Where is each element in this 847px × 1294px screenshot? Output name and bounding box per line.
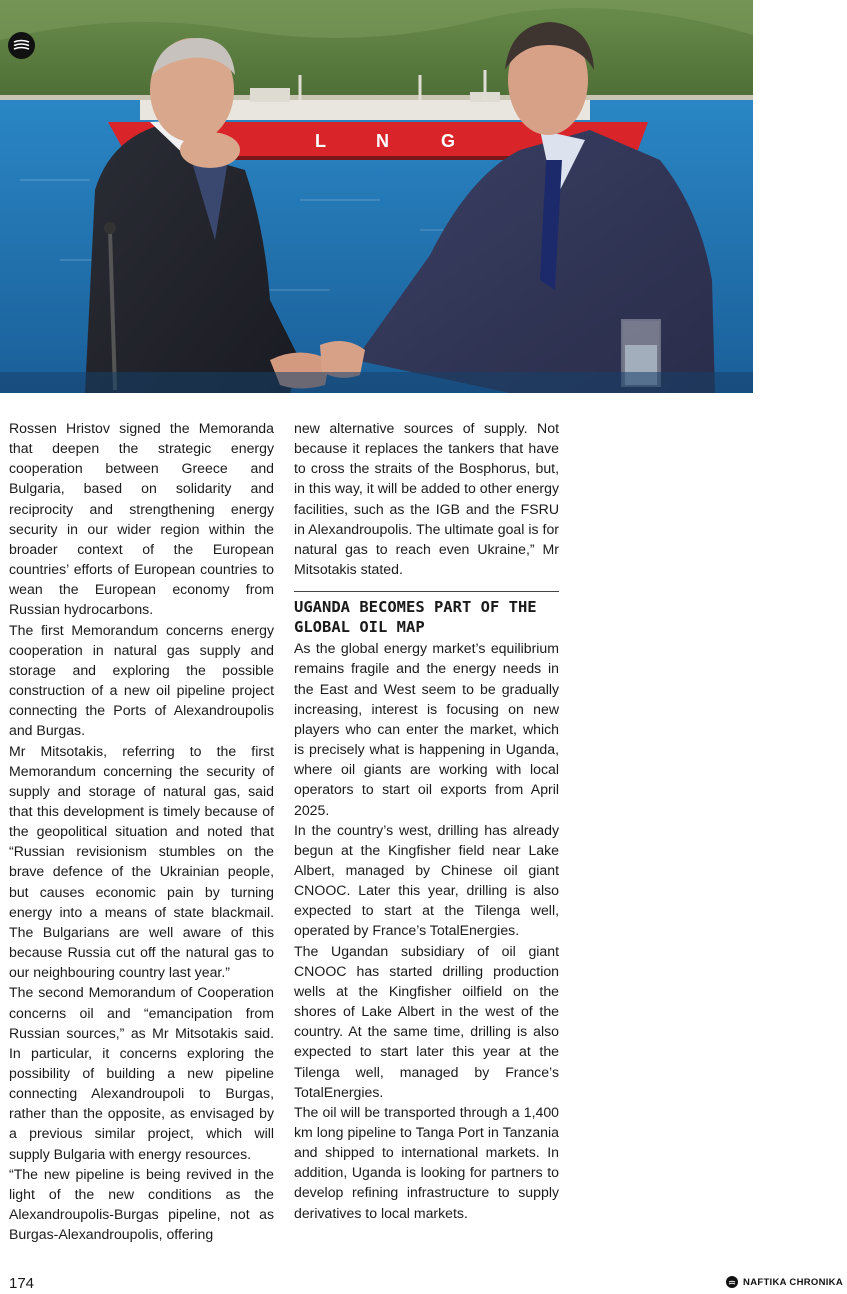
paragraph: Rossen Hristov signed the Memoranda that deepen the strategic energy cooperation between Greece and Bulgaria, based on solidarity and reciprocity and strengthening energy security in our wider region within the broader context of the European countries’ efforts of European countries to wean the European economy from Russian hydrocarbons.	[9, 420, 274, 618]
article-column-left	[9, 418, 274, 1244]
page-number: 174	[9, 1275, 35, 1292]
paragraph: new alternative sources of supply. Not because it replaces the tankers that have to cross the straits of the Bosphorus, but, in this way, it will be added to other energy facilities, such as the IGB and the FSRU in Alexandroupolis. The ultimate goal is for natural gas to reach even Ukraine,” Mr Mitsotakis stated.	[294, 420, 559, 578]
paragraph: The oil will be transported through a 1,400 km long pipeline to Tanga Port in Tanzania and shipped to international markets. In addition, Uganda is looking for partners to develop refining infrastructure to supply derivatives to local markets.	[294, 1103, 559, 1221]
ship-letter-g: G	[441, 131, 456, 151]
ship-letter-n: N	[376, 131, 389, 151]
publication-brand	[726, 1276, 843, 1288]
handshake-photo-illustration	[0, 0, 753, 393]
brand-name: NAFTIKA CHRONIKA	[743, 1276, 843, 1288]
article-photo	[0, 0, 753, 393]
paragraph: The Ugandan subsidiary of oil giant CNOOC has started drilling production wells at the Kingfisher oilfield on the shores of Lake Albert in the west of the country. At the same time, drilling is also expected to start later this year at the Tilenga well, managed by France’s TotalEnergies.	[294, 942, 559, 1100]
paragraph: As the global energy market’s equilibrium remains fragile and the energy needs in the East and West seem to be gradually increasing, interest is focusing on new players who can enter the market, which is precisely what is happening in Uganda, where oil giants are working with local operators to start oil exports from April 2025.	[294, 640, 559, 818]
paragraph: The second Memorandum of Cooperation concerns oil and “emancipation from Russian sources,” as Mr Mitsotakis said. In particular, it concerns exploring the possibility of building a new pipeline connecting Alexandroupoli to Burgas, rather than the opposite, as envisaged by a previous similar project, which will supply Bulgaria with energy resources.	[9, 984, 274, 1162]
paragraph: Mr Mitsotakis, referring to the first Memorandum concerning the security of supply and storage of natural gas, said that this development is timely because of the geopolitical situation and noted that “Russian revisionism stumbles on the brave defence of the Ukrainian people, but causes economic pain by turning energy into a means of state blackmail. The Bulgarians are well aware of this because Russia cut off the natural gas to our neighbouring country last year.”	[9, 742, 274, 981]
paragraph: The first Memorandum concerns energy cooperation in natural gas supply and storage and exploring the possible construction of a new oil pipeline project connecting the Ports of Alexandroupolis and Burgas.	[9, 621, 274, 739]
section-divider	[294, 591, 559, 592]
paragraph: In the country’s west, drilling has already begun at the Kingfisher field near Lake Albert, managed by Chinese oil giant CNOOC. Later this year, drilling is also expected to start at the Tilenga well, operated by France’s TotalEnergies.	[294, 821, 559, 939]
brand-logo-icon	[726, 1276, 738, 1288]
paragraph: “The new pipeline is being revived in the light of the new conditions as the Alexandroupolis-Burgas pipeline, not as Burgas-Alexandroupolis, offering	[9, 1165, 274, 1243]
publication-logo-icon	[8, 32, 35, 59]
ship-letter-l: L	[315, 131, 326, 151]
article-column-right	[294, 418, 559, 1223]
section-heading: UGANDA BECOMES PART OF THE GLOBAL OIL MAP	[294, 598, 537, 637]
